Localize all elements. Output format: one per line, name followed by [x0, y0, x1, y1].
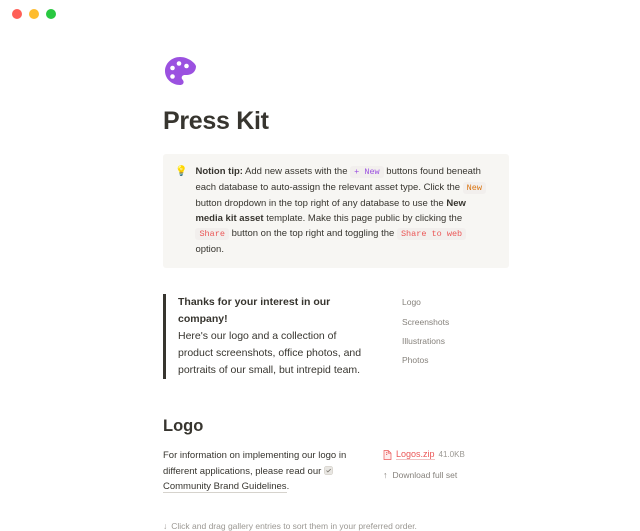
toc-item-photos[interactable]: Photos [402, 355, 429, 366]
logo-paragraph-text-1: For information on implementing our logo in different applications, please read our [163, 450, 347, 477]
zip-file-icon [383, 450, 392, 460]
code-new-button: New [463, 182, 486, 194]
callout-lead: Notion tip: [195, 166, 243, 177]
callout-text-6: option. [195, 244, 224, 256]
callout-template-name: New media kit asset [195, 197, 466, 224]
callout-text-1: Add new assets with the [242, 166, 351, 177]
callout-text-4: template. Make this page public by clicking the [263, 212, 463, 224]
callout-text [195, 164, 495, 257]
table-of-contents [402, 294, 449, 379]
page-title: Press Kit [163, 107, 269, 135]
callout-text-2: buttons found beneath each database to auto-assign the relevant asset type. Click the [195, 166, 481, 193]
intro-quote-line-2: Here's our logo and a collection of product screenshots, office photos, and portraits of our small, but intrepid team. [178, 330, 362, 377]
code-share: Share [195, 228, 229, 240]
intro-row [163, 294, 544, 379]
community-brand-guidelines-link[interactable]: Community Brand Guidelines [163, 481, 287, 493]
close-window-button[interactable] [12, 9, 22, 19]
code-new-plus: + New [350, 166, 384, 178]
page-scroll-area[interactable] [0, 28, 640, 531]
intro-quote [163, 294, 374, 379]
link-preview-icon [324, 465, 333, 474]
sort-hint-text: Click and drag gallery entries to sort them in your preferred order. [171, 520, 417, 531]
callout-text-5: button on the top right and toggling the [228, 228, 397, 240]
toc-item-logo[interactable]: Logo [402, 297, 421, 308]
logo-section-row [163, 448, 544, 494]
down-arrow-icon: ↓ [163, 520, 168, 531]
notion-tip-callout [163, 154, 509, 268]
logo-paragraph-text-2: . [286, 481, 290, 493]
lightbulb-icon: 💡 [175, 166, 188, 177]
minimize-window-button[interactable] [29, 9, 39, 19]
page-content [0, 56, 640, 531]
file-size-label: 41.0KB [438, 450, 465, 460]
logo-section-paragraph [163, 448, 353, 494]
code-share-to-web: Share to web [397, 228, 466, 240]
zoom-window-button[interactable] [46, 9, 56, 19]
logo-files-column [383, 448, 465, 480]
download-arrow-icon: ↑ [383, 469, 388, 480]
window-controls [12, 9, 56, 19]
download-full-set-label: Download full set [392, 470, 458, 481]
sort-hint [163, 521, 544, 531]
logo-section-heading: Logo [163, 417, 204, 436]
download-full-set-button[interactable] [383, 470, 465, 480]
window-titlebar [0, 0, 640, 28]
callout-text-3: button dropdown in the top right of any database to use the [195, 197, 447, 209]
file-name-label[interactable]: Logos.zip [396, 449, 435, 460]
file-row[interactable] [383, 449, 465, 460]
toc-item-screenshots[interactable]: Screenshots [402, 316, 450, 327]
palette-icon[interactable] [163, 56, 199, 92]
toc-item-illustrations[interactable]: Illustrations [402, 336, 445, 347]
intro-quote-line-1: Thanks for your interest in our company! [178, 296, 331, 326]
